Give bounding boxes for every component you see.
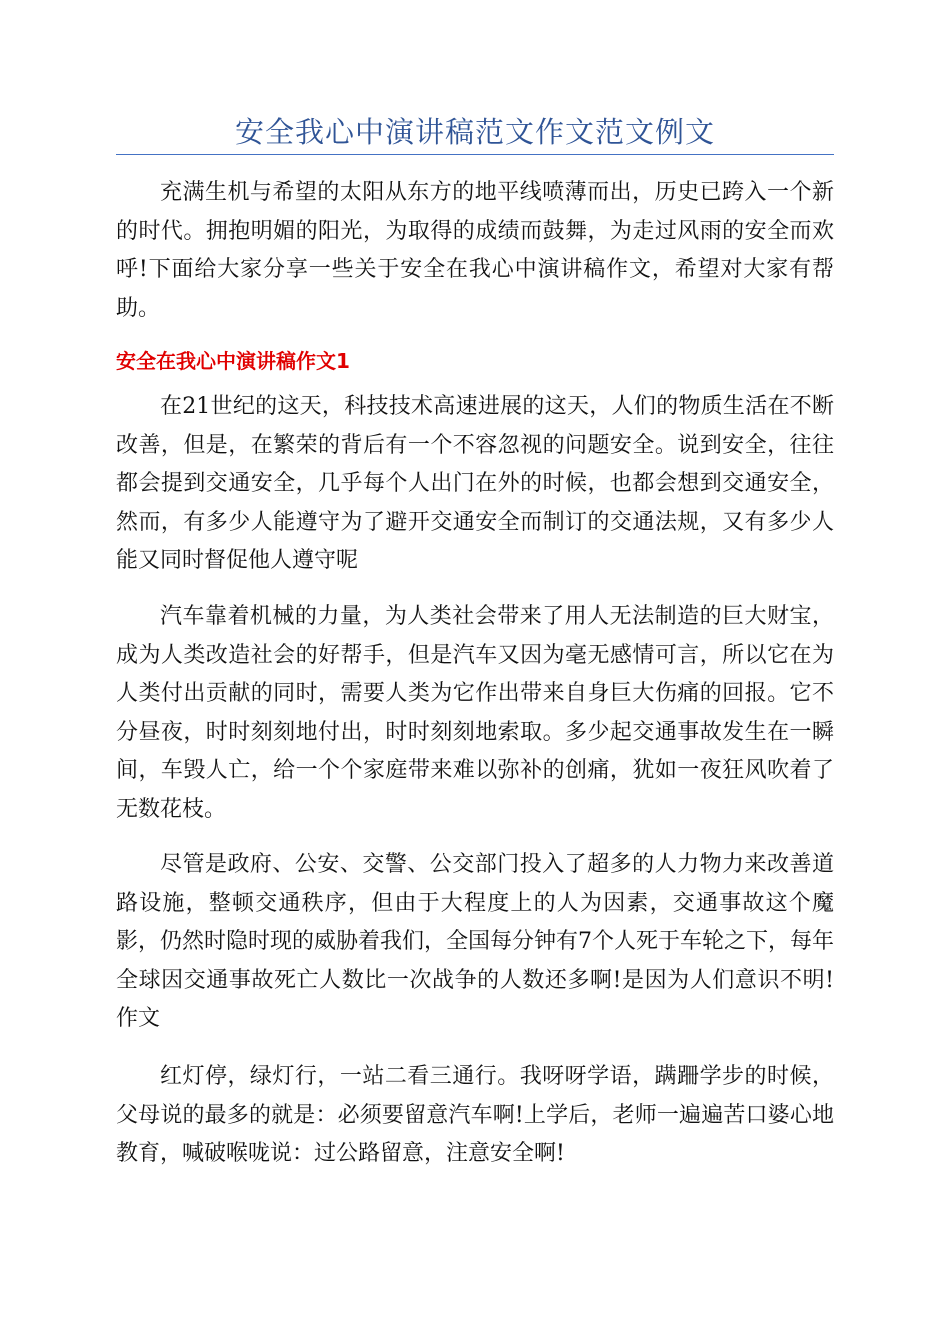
title-underline <box>116 154 834 155</box>
body-paragraph-1: 在21世纪的这天，科技技术高速进展的这天，人们的物质生活在不断改善，但是，在繁荣的背后有一个不容忽视的问题安全。说到安全，往往都会提到交通安全，几乎每个人出门在外的时候，也都会想到交通安全，然而，有多少人能遵守为了避开交通安全而制订的交通法规，又有多少人能又同时督促他人遵守呢 <box>116 394 834 573</box>
body-paragraph-4: 红灯停，绿灯行，一站二看三通行。我呀呀学语，蹒跚学步的时候，父母说的最多的就是：必须要留意汽车啊!上学后，老师一遍遍苦口婆心地教育，喊破喉咙说：过公路留意，注意安全啊! <box>116 1064 834 1166</box>
document-title: 安全我心中演讲稿范文作文范文例文 <box>234 115 715 149</box>
section-heading: 安全在我心中演讲稿作文1 <box>116 349 350 373</box>
intro-paragraph: 充满生机与希望的太阳从东方的地平线喷薄而出，历史已跨入一个新的时代。拥抱明媚的阳光，为取得的成绩而鼓舞，为走过风雨的安全而欢呼!下面给大家分享一些关于安全在我心中演讲稿作文，希望对大家有帮助。 <box>116 180 834 321</box>
body-paragraph-3: 尽管是政府、公安、交警、公交部门投入了超多的人力物力来改善道路设施，整顿交通秩序，但由于大程度上的人为因素，交通事故这个魔影，仍然时隐时现的威胁着我们，全国每分钟有7个人死于车轮之下，每年全球因交通事故死亡人数比一次战争的人数还多啊!是因为人们意识不明!作文 <box>116 852 834 1031</box>
body-paragraph-2: 汽车靠着机械的力量，为人类社会带来了用人无法制造的巨大财宝，成为人类改造社会的好帮手，但是汽车又因为毫无感情可言，所以它在为人类付出贡献的同时，需要人类为它作出带来自身巨大伤痛的回报。它不分昼夜，时时刻刻地付出，时时刻刻地索取。多少起交通事故发生在一瞬间，车毁人亡，给一个个家庭带来难以弥补的创痛，犹如一夜狂风吹着了无数花枝。 <box>116 604 834 822</box>
